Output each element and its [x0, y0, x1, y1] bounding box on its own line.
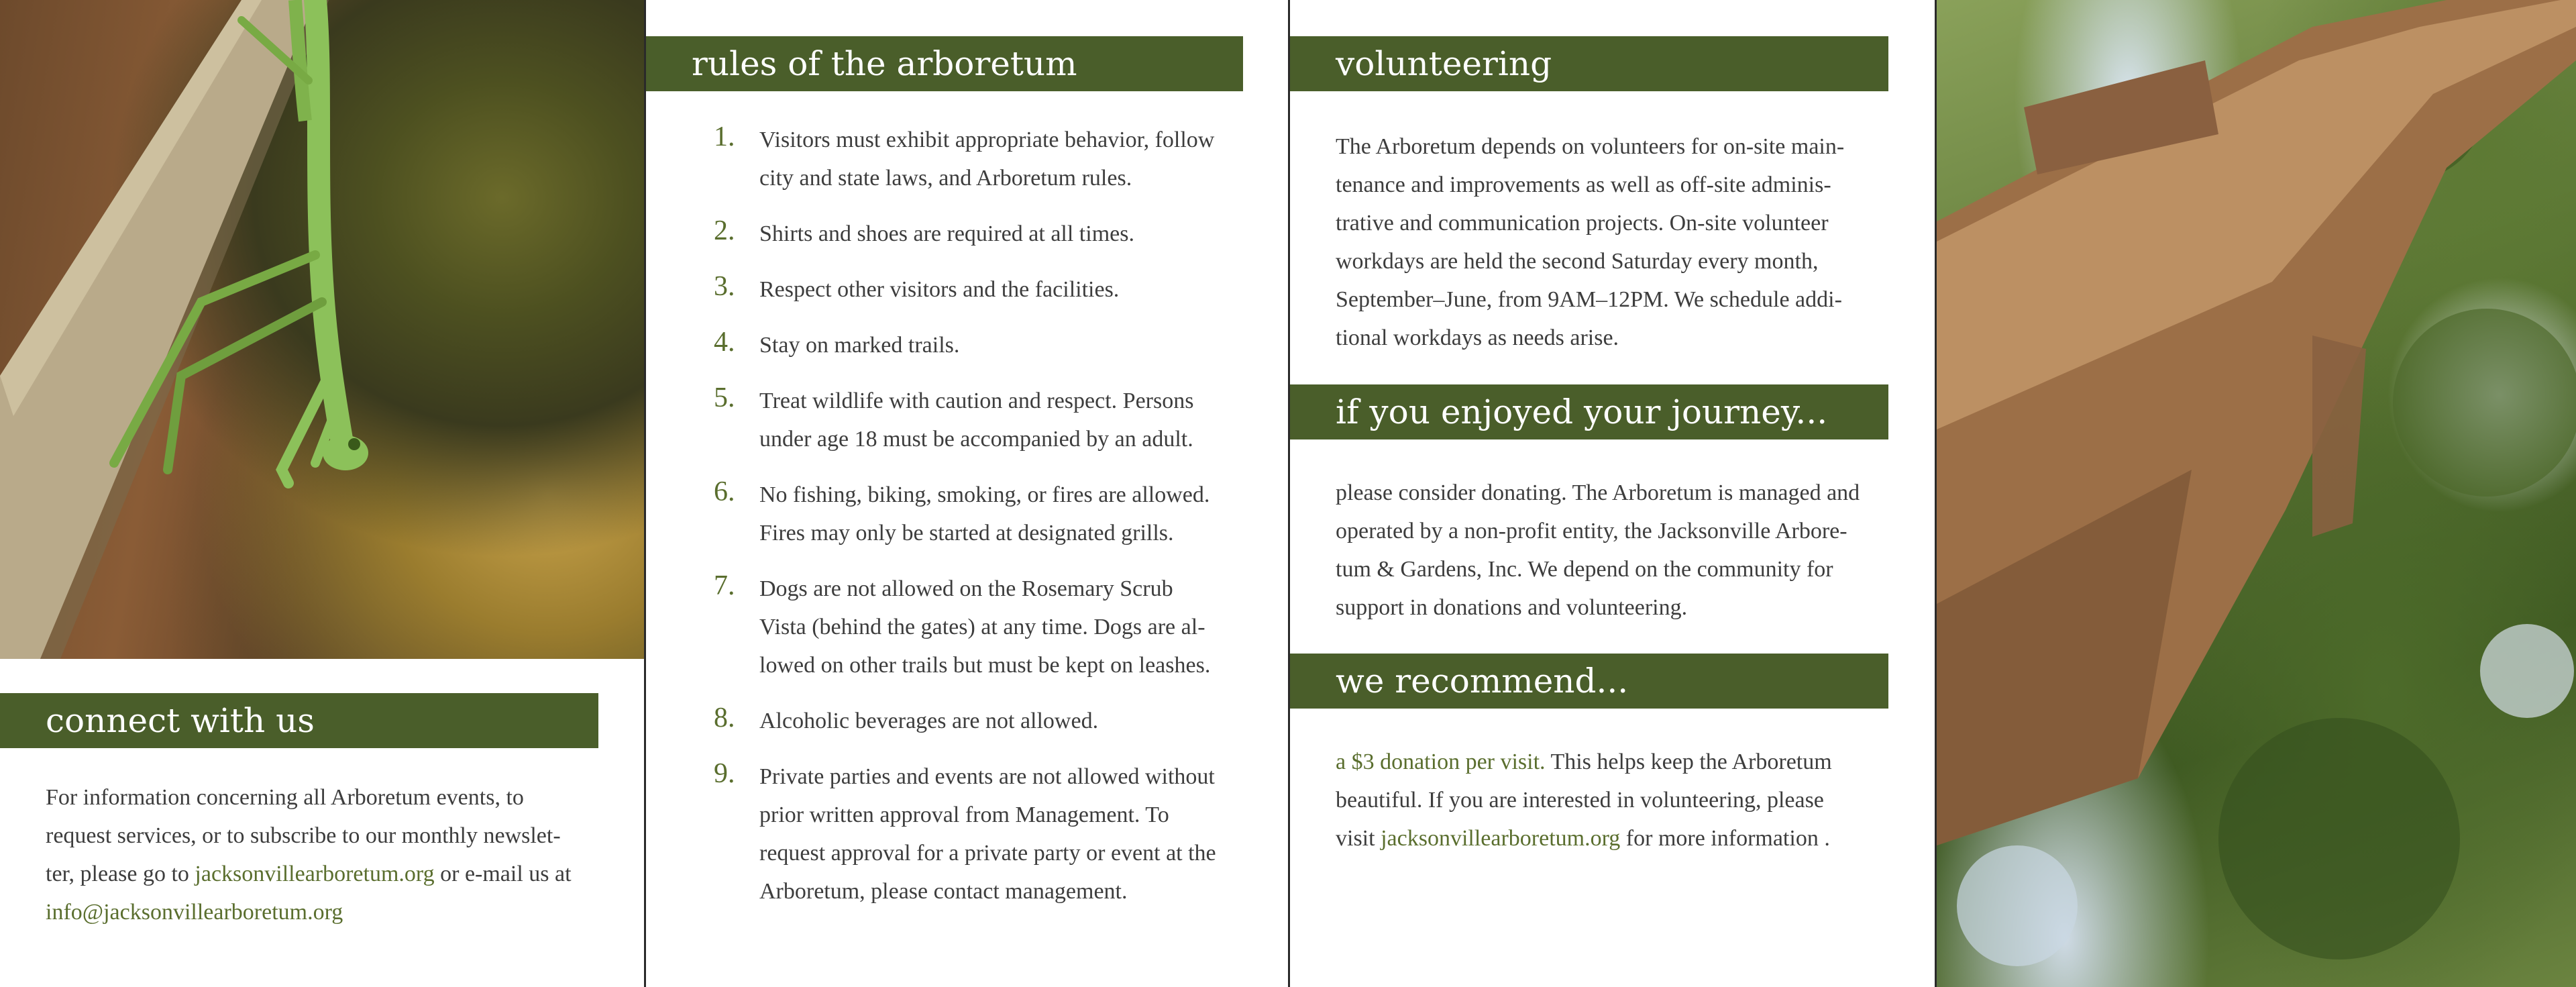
rule-item-8 [710, 702, 1260, 740]
rule-line: under age 18 must be accompanied by an adult. [759, 427, 1193, 452]
donation-highlight: a $3 donation per visit. [1336, 749, 1546, 774]
email-link[interactable]: info@jacksonvillearboretum.org [46, 900, 343, 925]
rule-number: 9. [714, 758, 735, 789]
rule-line: Treat wildlife with caution and respect. Persons [759, 388, 1194, 413]
enjoyed-paragraph [1336, 474, 1926, 627]
recommend-line-3-pre: visit [1336, 826, 1381, 851]
recommend-heading: we recommend... [1336, 662, 1629, 700]
rule-item-4 [710, 326, 1260, 364]
mantis-illustration [0, 0, 644, 659]
rule-line: Respect other visitors and the facilities. [759, 277, 1120, 302]
rules-list [710, 121, 1260, 928]
rule-line: Fires may only be started at designated grills. [759, 521, 1174, 546]
enjoyed-line: operated by a non-profit entity, the Jacksonville Arbore- [1336, 519, 1847, 543]
rule-number: 2. [714, 215, 735, 246]
rules-heading: rules of the arboretum [692, 44, 1077, 83]
rule-number: 5. [714, 382, 735, 413]
rule-item-3 [710, 270, 1260, 309]
connect-line-4 [46, 893, 609, 931]
enjoyed-line: tum & Gardens, Inc. We depend on the community for [1336, 557, 1833, 582]
website-link-2[interactable]: jacksonvillearboretum.org [1381, 826, 1621, 851]
volunteering-line: September–June, from 9AM–12PM. We schedule addi- [1336, 287, 1842, 312]
praying-mantis-photo [0, 0, 644, 659]
rule-number: 3. [714, 271, 735, 302]
rule-line: prior written approval from Management. To [759, 802, 1169, 827]
recommend-heading-bar [1290, 654, 1888, 709]
rule-line: city and state laws, and Arboretum rules. [759, 166, 1132, 191]
connect-paragraph [46, 778, 609, 931]
panel-tree-photo [1937, 0, 2576, 987]
volunteering-line: workdays are held the second Saturday every month, [1336, 249, 1819, 274]
rule-item-7 [710, 570, 1260, 684]
recommend-line-1 [1336, 743, 1919, 781]
rule-item-6 [710, 476, 1260, 552]
rule-line: lowed on other trails but must be kept on leashes. [759, 653, 1211, 678]
rule-number: 8. [714, 703, 735, 733]
rule-item-2 [710, 215, 1260, 253]
volunteering-line: tenance and improvements as well as off-site adminis- [1336, 172, 1831, 197]
rule-item-9 [710, 758, 1260, 911]
rule-line: Private parties and events are not allowed without [759, 764, 1215, 789]
volunteering-line: trative and communication projects. On-site volunteer [1336, 211, 1829, 236]
panel-divider-1 [644, 0, 646, 987]
recommend-line-1-rest: This helps keep the Arboretum [1545, 749, 1832, 774]
rule-line: Stay on marked trails. [759, 333, 960, 358]
rule-number: 4. [714, 327, 735, 358]
recommend-line-3 [1336, 819, 1919, 858]
rule-line: Alcoholic beverages are not allowed. [759, 709, 1099, 733]
website-link[interactable]: jacksonvillearboretum.org [195, 862, 435, 886]
rule-item-1 [710, 121, 1260, 197]
rule-number: 7. [714, 570, 735, 601]
recommend-paragraph [1336, 743, 1919, 858]
panel-divider-2 [1288, 0, 1290, 987]
rule-number: 1. [714, 121, 735, 152]
rule-line: Vista (behind the gates) at any time. Dogs are al- [759, 615, 1205, 639]
rule-item-5 [710, 382, 1260, 458]
rule-line: request approval for a private party or event at the [759, 841, 1216, 866]
rule-line: Dogs are not allowed on the Rosemary Scrub [759, 576, 1173, 601]
volunteering-line: The Arboretum depends on volunteers for on-site main- [1336, 134, 1845, 159]
enjoyed-heading: if you enjoyed your journey... [1336, 393, 1828, 431]
recommend-line-3-post: for more information . [1620, 826, 1830, 851]
connect-heading: connect with us [46, 701, 315, 740]
volunteering-line: tional workdays as needs arise. [1336, 325, 1619, 350]
rule-line: Arboretum, please contact management. [759, 879, 1128, 904]
rule-line: No fishing, biking, smoking, or fires are allowed. [759, 482, 1210, 507]
connect-line-3-text: ter, please go to [46, 862, 195, 886]
connect-heading-bar [0, 693, 598, 748]
enjoyed-heading-bar [1290, 384, 1888, 439]
rules-heading-bar [646, 36, 1243, 91]
volunteering-heading: volunteering [1336, 44, 1552, 83]
enjoyed-line: please consider donating. The Arboretum is managed and [1336, 480, 1860, 505]
volunteering-heading-bar [1290, 36, 1888, 91]
connect-line-2: request services, or to subscribe to our monthly newslet- [46, 823, 561, 848]
connect-line-3 [46, 855, 609, 893]
volunteering-paragraph [1336, 127, 1919, 357]
rule-number: 6. [714, 476, 735, 507]
recommend-line-2: beautiful. If you are interested in volunteering, please [1336, 788, 1824, 813]
rule-line: Shirts and shoes are required at all times. [759, 221, 1134, 246]
enjoyed-line: support in donations and volunteering. [1336, 595, 1688, 620]
tree-trunk-illustration [1937, 0, 2576, 987]
rule-line: Visitors must exhibit appropriate behavior, follow [759, 127, 1215, 152]
tree-trunk-photo [1937, 0, 2576, 987]
connect-line-1: For information concerning all Arboretum events, to [46, 785, 524, 810]
connect-line-3-end: or e-mail us at [434, 862, 572, 886]
panel-connect [0, 0, 644, 987]
